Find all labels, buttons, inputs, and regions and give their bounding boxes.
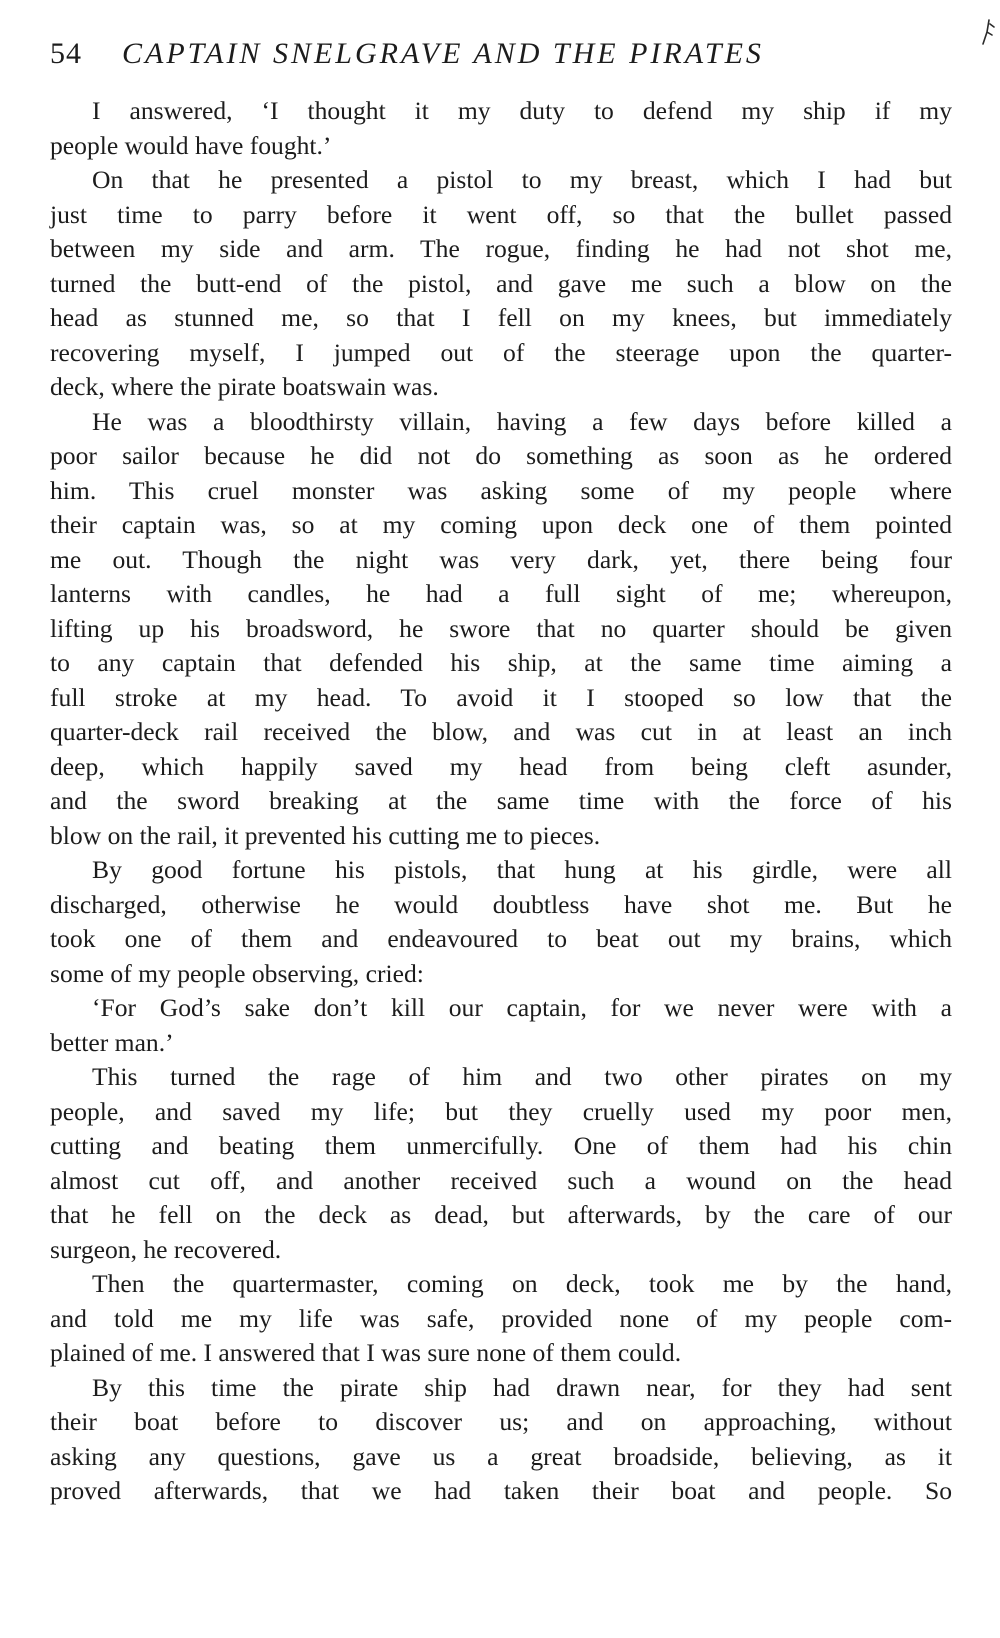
text-line: He was a bloodthirsty villain, having a few days before killed a <box>92 406 952 436</box>
text-line: quarter-deck rail received the blow, and was cut in at least an inch <box>50 717 952 746</box>
text-line: discharged, otherwise he would doubtless have shot me. But he <box>50 889 952 919</box>
text-line: better man.’ <box>50 1027 174 1057</box>
text-line: their captain was, so at my coming upon deck one of them pointed <box>50 510 952 539</box>
text-line: surgeon, he recovered. <box>50 1234 282 1264</box>
text-line: blow on the rail, it prevented his cutting me to pieces. <box>50 820 601 850</box>
text-line: people, and saved my life; but they cruelly used my poor men, <box>50 1096 952 1126</box>
text-line: poor sailor because he did not do something as soon as he ordered <box>50 441 952 470</box>
text-line: ‘For God’s sake don’t kill our captain, for we never were with a <box>92 993 952 1022</box>
text-line: recovering myself, I jumped out of the steerage upon the quarter- <box>50 337 952 367</box>
text-line: their boat before to discover us; and on approaching, without <box>50 1407 952 1436</box>
text-line: between my side and arm. The rogue, finding he had not shot me, <box>50 234 952 263</box>
text-line: and told me my life was safe, provided none of my people com- <box>50 1303 952 1333</box>
body-text <box>50 94 952 1509</box>
text-line: turned the butt-end of the pistol, and gave me such a blow on the <box>50 268 952 298</box>
text-line: me out. Though the night was very dark, yet, there being four <box>50 544 952 574</box>
text-line: This turned the rage of him and two other pirates on my <box>92 1062 952 1091</box>
running-head <box>50 32 950 76</box>
text-line: head as stunned me, so that I fell on my knees, but immediately <box>50 303 952 332</box>
text-line: people would have fought.’ <box>50 130 332 160</box>
page-number: 54 <box>50 37 82 70</box>
text-line: I answered, ‘I thought it my duty to defend my ship if my <box>92 96 952 125</box>
text-line: him. This cruel monster was asking some of my people where <box>50 475 952 505</box>
text-line: and the sword breaking at the same time with the force of his <box>50 786 952 815</box>
running-title: CAPTAIN SNELGRAVE AND THE PIRATES <box>122 37 764 70</box>
text-line: to any captain that defended his ship, at the same time aiming a <box>50 648 952 677</box>
text-line: just time to parry before it went off, so that the bullet passed <box>50 199 952 229</box>
text-line: some of my people observing, cried: <box>50 958 424 988</box>
text-line: lifting up his broadsword, he swore that no quarter should be given <box>50 613 952 643</box>
text-line: Then the quartermaster, coming on deck, took me by the hand, <box>92 1269 952 1298</box>
text-line: On that he presented a pistol to my breast, which I had but <box>92 165 952 194</box>
text-line: almost cut off, and another received such a wound on the head <box>50 1165 952 1195</box>
text-line: full stroke at my head. To avoid it I stooped so low that the <box>50 682 952 712</box>
text-line: took one of them and endeavoured to beat out my brains, which <box>50 924 952 953</box>
pencil-mark-icon <box>980 18 996 48</box>
text-line: deck, where the pirate boatswain was. <box>50 372 439 401</box>
text-line: deep, which happily saved my head from being cleft asunder, <box>50 751 952 781</box>
text-line: By this time the pirate ship had drawn near, for they had sent <box>92 1372 952 1402</box>
text-line: cutting and beating them unmercifully. One of them had his chin <box>50 1131 952 1160</box>
text-line: lanterns with candles, he had a full sight of me; whereupon, <box>50 579 952 608</box>
text-line: asking any questions, gave us a great broadside, believing, as it <box>50 1441 952 1471</box>
text-line: that he fell on the deck as dead, but afterwards, by the care of our <box>50 1200 952 1229</box>
text-line: proved afterwards, that we had taken their boat and people. So <box>50 1476 952 1505</box>
text-line: By good fortune his pistols, that hung at his girdle, were all <box>92 855 952 884</box>
text-line: plained of me. I answered that I was sure none of them could. <box>50 1338 682 1367</box>
